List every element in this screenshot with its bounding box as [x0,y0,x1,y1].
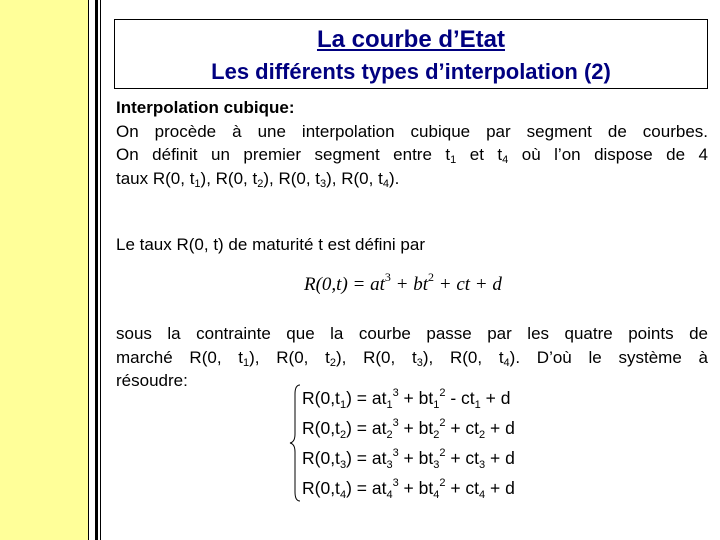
equation-system [288,384,558,504]
para3-line2: marché R(0, $t_1$), R(0, $t_2$), R(0, $t_3$), R(0, $t_4$). D’où le système à [116,347,708,369]
left-rule-2 [95,0,98,540]
section-block [116,96,708,190]
para1-line1: On procède à une interpolation cubique par segment de courbes. [116,121,708,141]
cubic-equation: $R(0,t) = at^3 + bt^2$ + ct + d [304,270,502,295]
slide-subtitle: Les différents types d’interpolation (2) [211,59,611,84]
para1-line3: taux R(0, $t_1$), R(0, $t_2$), R(0, $t_3$), R(0, $t_4$). [116,168,400,190]
system-row-2: $R(0,t_2) = at_2^3 + bt_2^2 + ct_2 + d$ [302,417,515,441]
system-row-3: $R(0,t_3) = at_3^3 + bt_3^2 + ct_3 + d$ [302,447,515,471]
section-heading: Interpolation cubique: [116,98,295,117]
para3-block [116,322,708,393]
system-row-1: $R(0,t_1) = at_1^3 + bt_1^2 - ct_1 + d$ [302,387,511,411]
left-brace-icon [288,384,302,502]
left-rule-3 [100,0,101,540]
para3-line1: sous la contrainte que la courbe passe par les quatre points de [116,324,708,343]
para3-line3: résoudre: [116,371,188,390]
para2: Le taux R(0, t) de maturité t est défini par [116,235,425,254]
title-box [114,19,708,89]
left-decorative-band [0,0,88,540]
left-rule-1 [88,0,89,540]
slide-title: La courbe d’Etat [316,26,506,53]
system-row-4: $R(0,t_4) = at_4^3 + bt_4^2 + ct_4 + d$ [302,477,515,501]
para1-line2: On définit un premier segment entre $t_1$ et $t_4$ où l’on dispose de 4 [116,145,708,166]
